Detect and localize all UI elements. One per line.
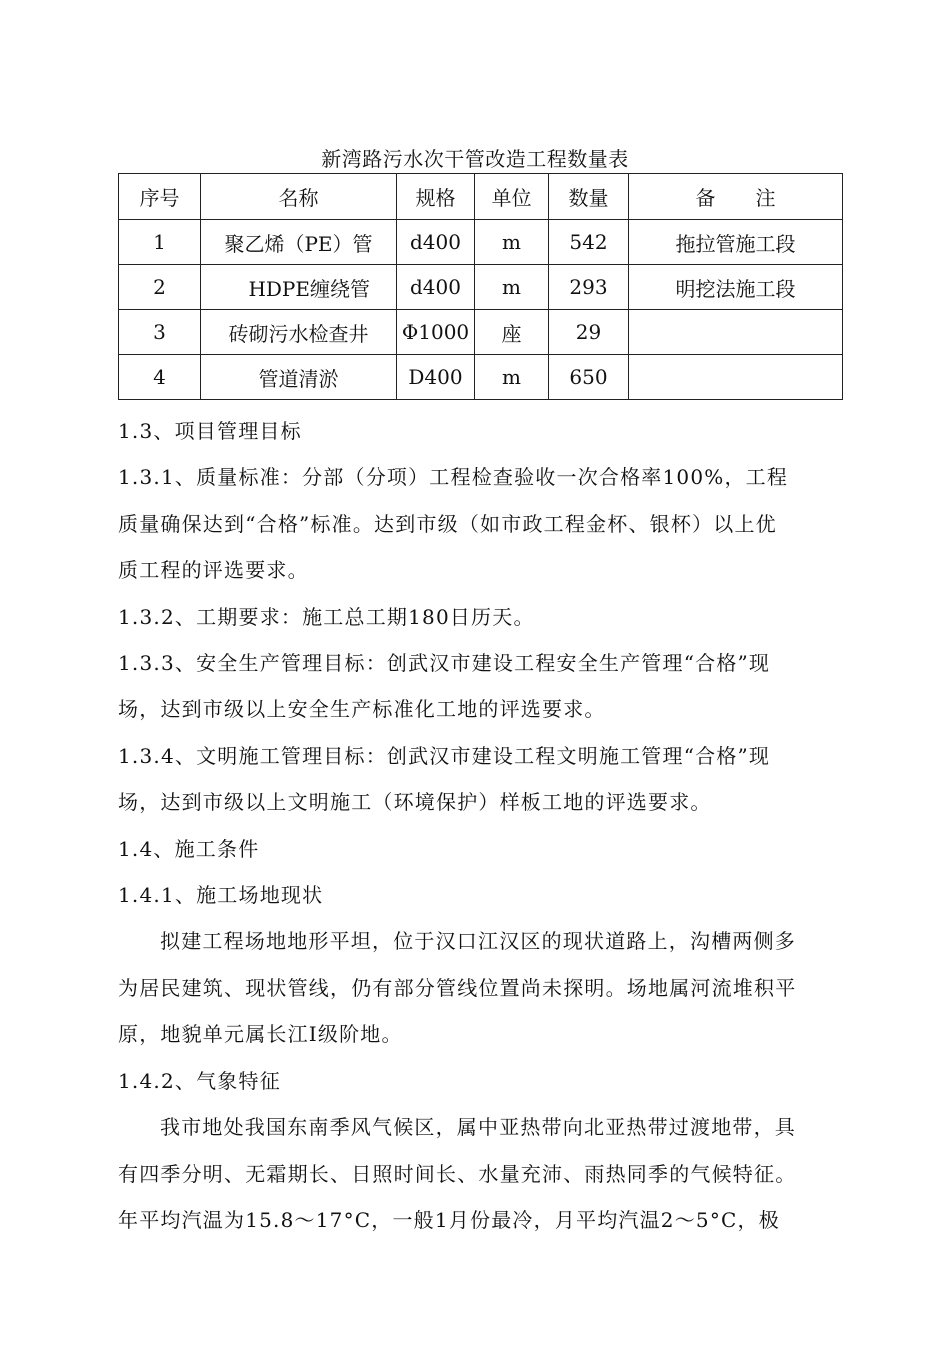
cell-quantity: 650 [549,355,629,400]
header-unit: 单位 [475,174,549,220]
quantity-table [118,173,843,400]
cell-index: 2 [119,265,201,310]
paragraph-climate [118,1104,840,1243]
header-spec: 规格 [397,174,475,220]
line: 年平均汽温为15.8～17°C，一般1月份最冷，月平均汽温2～5°C，极 [118,1207,780,1232]
table-title: 新湾路污水次干管改造工程数量表 [321,147,629,171]
section-heading-1-4-2 [118,1058,840,1104]
line: 原，地貌单元属长江Ⅰ级阶地。 [118,1022,403,1047]
cell-unit: m [475,355,549,400]
cell-remarks: 拖拉管施工段 [629,220,843,265]
line: 质量确保达到“合格”标准。达到市级（如市政工程金杯、银杯）以上优 [118,511,777,536]
paragraph-civilized-construction [118,733,840,826]
line: 1.4、施工条件 [118,836,260,861]
cell-spec: D400 [397,355,475,400]
cell-name: 砖砌污水检查井 [201,310,397,355]
cell-unit: 座 [475,310,549,355]
table-row [119,265,843,310]
line: 1.4.2、气象特征 [118,1068,281,1093]
cell-quantity: 293 [549,265,629,310]
line: 质工程的评选要求。 [118,558,309,583]
cell-remarks [629,310,843,355]
cell-index: 4 [119,355,201,400]
cell-unit: m [475,265,549,310]
table-row [119,220,843,265]
cell-spec: d400 [397,265,475,310]
cell-quantity: 542 [549,220,629,265]
paragraph-site-conditions [118,918,840,1057]
line: 拟建工程场地地形平坦，位于汉口江汉区的现状道路上，沟槽两侧多 [160,929,796,954]
line: 1.3.2、工期要求：施工总工期180日历天。 [118,604,535,629]
cell-spec: Φ1000 [397,310,475,355]
cell-quantity: 29 [549,310,629,355]
header-quantity: 数量 [549,174,629,220]
cell-remarks [629,355,843,400]
header-remarks: 备 注 [629,174,843,220]
cell-spec: d400 [397,220,475,265]
line: 1.4.1、施工场地现状 [118,883,324,908]
cell-name: 管道清淤 [201,355,397,400]
section-heading-1-4 [118,826,840,872]
body-text [118,408,840,1243]
header-index: 序号 [119,174,201,220]
cell-name: HDPE缠绕管 [201,265,397,310]
line: 我市地处我国东南季风气候区，属中亚热带向北亚热带过渡地带，具 [160,1115,796,1140]
table-header-row [119,174,843,220]
paragraph-safety-target [118,640,840,733]
paragraph-schedule [118,594,840,640]
table-row [119,310,843,355]
cell-remarks: 明挖法施工段 [629,265,843,310]
section-heading-1-3 [118,408,840,454]
line: 1.3.3、安全生产管理目标：创武汉市建设工程安全生产管理“合格”现 [118,651,771,676]
cell-unit: m [475,220,549,265]
line: 1.3.4、文明施工管理目标：创武汉市建设工程文明施工管理“合格”现 [118,743,771,768]
header-name: 名称 [201,174,397,220]
line: 1.3.1、质量标准：分部（分项）工程检查验收一次合格率100%，工程 [118,465,789,490]
line: 有四季分明、无霜期长、日照时间长、水量充沛、雨热同季的气候特征。 [118,1161,797,1186]
table-row [119,355,843,400]
paragraph-quality-standard [118,454,840,593]
line: 场，达到市级以上安全生产标准化工地的评选要求。 [118,697,606,722]
section-heading-1-4-1 [118,872,840,918]
cell-index: 3 [119,310,201,355]
line: 1.3、项目管理目标 [118,419,302,443]
cell-index: 1 [119,220,201,265]
line: 为居民建筑、现状管线，仍有部分管线位置尚未探明。场地属河流堆积平 [118,975,797,1000]
line: 场，达到市级以上文明施工（环境保护）样板工地的评选要求。 [118,790,712,815]
cell-name: 聚乙烯（PE）管 [201,220,397,265]
